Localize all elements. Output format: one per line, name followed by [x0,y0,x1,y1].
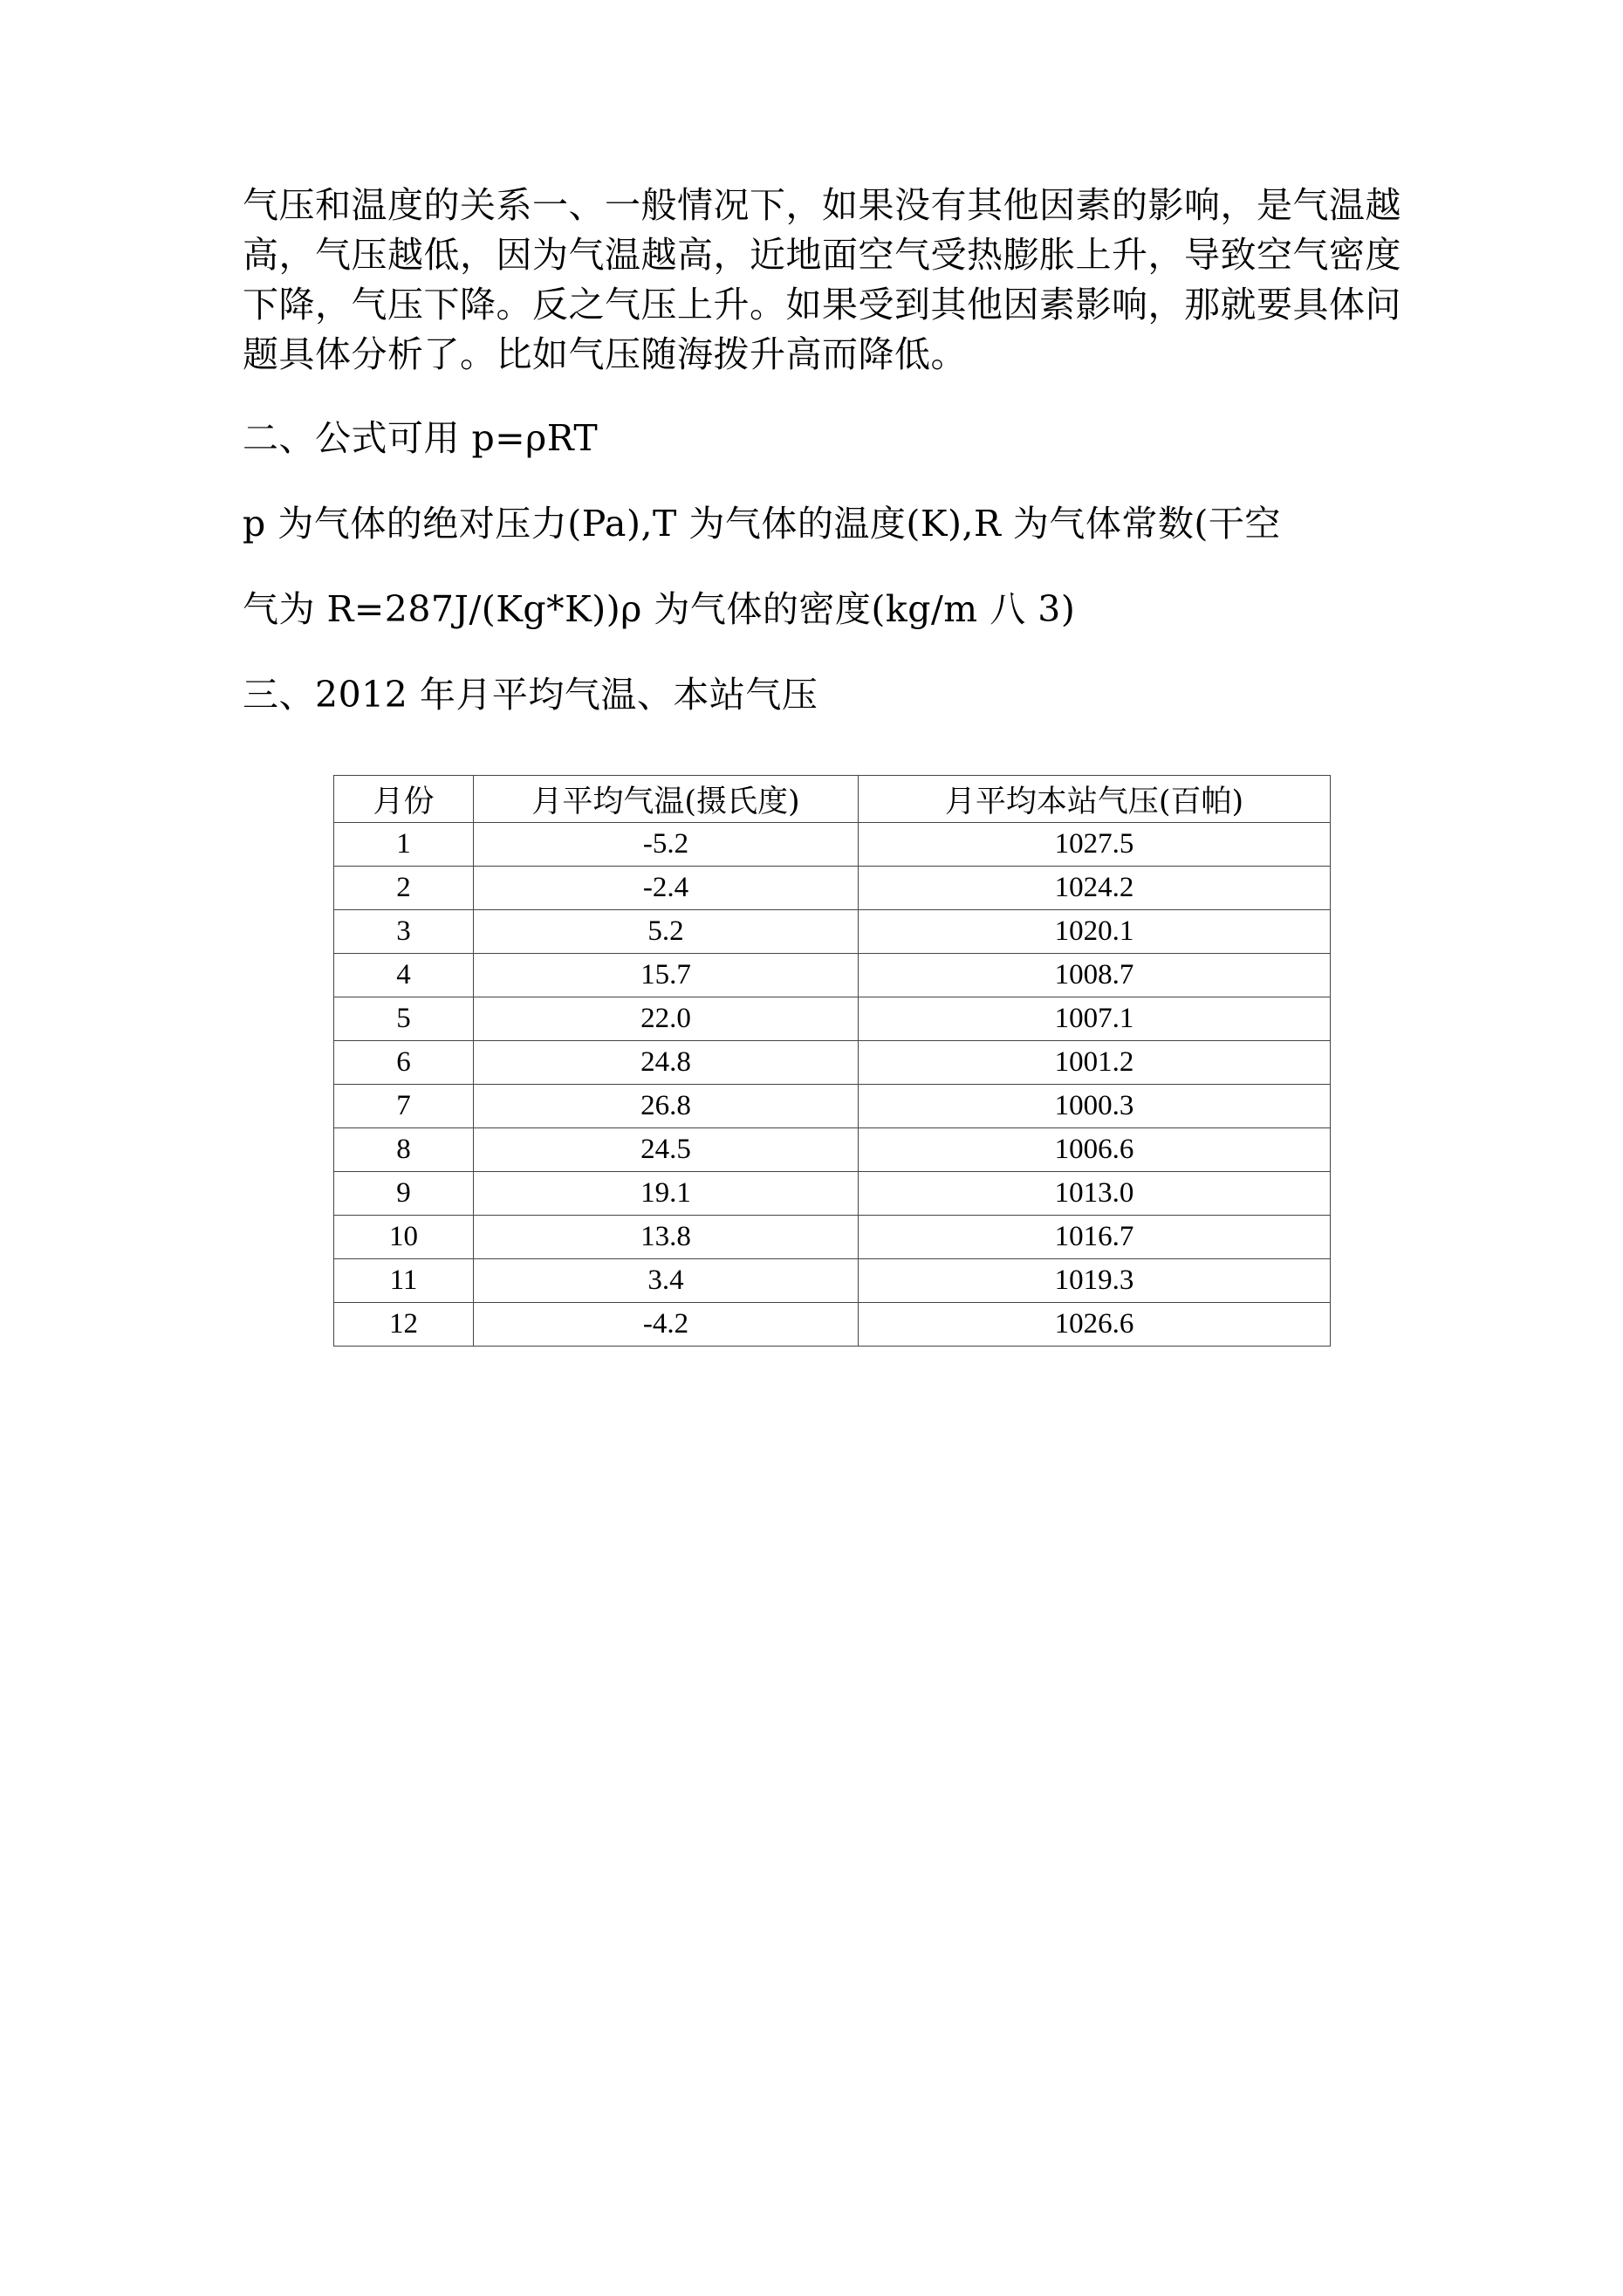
cell-month: 7 [334,1085,474,1128]
cell-month: 12 [334,1303,474,1347]
table-row [334,1172,1331,1216]
cell-month: 8 [334,1128,474,1172]
table-row [334,1216,1331,1259]
climate-table [333,775,1331,1347]
cell-month: 5 [334,997,474,1041]
cell-pressure: 1000.3 [859,1085,1331,1128]
cell-temperature: 22.0 [474,997,859,1041]
cell-temperature: -5.2 [474,823,859,867]
header-pressure: 月平均本站气压(百帕) [859,776,1331,823]
table-row [334,1041,1331,1085]
table-row [334,910,1331,954]
cell-temperature: 24.5 [474,1128,859,1172]
header-temperature: 月平均气温(摄氏度) [474,776,859,823]
cell-month: 6 [334,1041,474,1085]
cell-temperature: 5.2 [474,910,859,954]
cell-month: 11 [334,1259,474,1303]
cell-temperature: 26.8 [474,1085,859,1128]
cell-temperature: 19.1 [474,1172,859,1216]
intro-paragraph: 气压和温度的关系一、一般情况下，如果没有其他因素的影响，是气温越高，气压越低，因为气温越高，近地面空气受热膨胀上升，导致空气密度下降，气压下降。反之气压上升。如果受到其他因素影响，那就要具体问题具体分析了。比如气压随海拨升高而降低。 [243,184,1401,375]
cell-temperature: 24.8 [474,1041,859,1085]
cell-temperature: 13.8 [474,1216,859,1259]
variables-line-1: p 为气体的绝对压力(Pa),T 为气体的温度(K),R 为气体常数(干空 [243,503,1281,545]
cell-pressure: 1019.3 [859,1259,1331,1303]
cell-month: 10 [334,1216,474,1259]
table-body [334,823,1331,1347]
formula-heading: 二、公式可用 p=ρRT [243,417,599,459]
cell-temperature: -2.4 [474,867,859,910]
cell-pressure: 1006.6 [859,1128,1331,1172]
cell-pressure: 1007.1 [859,997,1331,1041]
header-month: 月份 [334,776,474,823]
table-header-row [334,776,1331,823]
cell-pressure: 1013.0 [859,1172,1331,1216]
cell-month: 4 [334,954,474,997]
cell-pressure: 1026.6 [859,1303,1331,1347]
table-row [334,1085,1331,1128]
cell-pressure: 1008.7 [859,954,1331,997]
table-row [334,1259,1331,1303]
cell-temperature: 3.4 [474,1259,859,1303]
section-3-heading: 三、2012 年月平均气温、本站气压 [243,674,818,716]
cell-pressure: 1024.2 [859,867,1331,910]
cell-month: 9 [334,1172,474,1216]
cell-month: 1 [334,823,474,867]
variables-line-2: 气为 R=287J/(Kg*K))ρ 为气体的密度(kg/m 八 3) [243,588,1076,630]
table-row [334,823,1331,867]
cell-month: 2 [334,867,474,910]
table-row [334,1303,1331,1347]
cell-temperature: -4.2 [474,1303,859,1347]
cell-pressure: 1001.2 [859,1041,1331,1085]
table-row [334,1128,1331,1172]
cell-temperature: 15.7 [474,954,859,997]
table-row [334,867,1331,910]
cell-pressure: 1020.1 [859,910,1331,954]
cell-pressure: 1016.7 [859,1216,1331,1259]
table-row [334,954,1331,997]
cell-month: 3 [334,910,474,954]
cell-pressure: 1027.5 [859,823,1331,867]
table-row [334,997,1331,1041]
